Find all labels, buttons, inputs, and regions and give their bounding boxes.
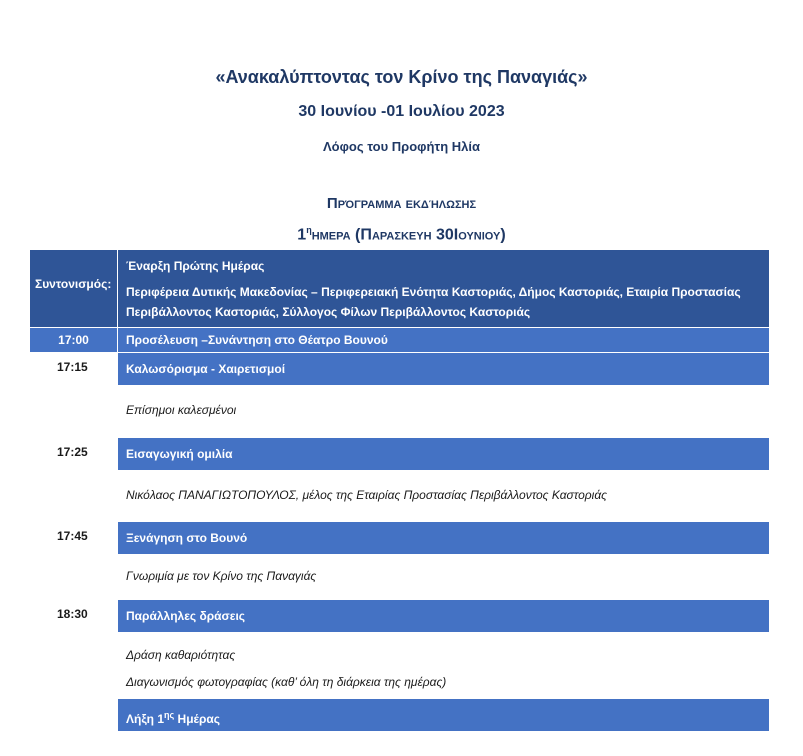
coordination-label-cell	[30, 250, 117, 327]
day-heading: $1^\eta\eta\mu\varepsilon\rho\alpha$ (Παρασκευη 30Ιουνιου)	[297, 225, 506, 244]
coordination-title: Έναρξη Πρώτης Ημέρας	[126, 259, 265, 273]
coordination-organizers: Περιφέρεια Δυτικής Μακεδονίας – Περιφερειακή Ενότητα Καστοριάς, Δήμος Καστοριάς, Εταιρία Προστασίας Περιβάλλοντος Καστοριάς, Σύλλογος Φίλων Περιβάλλοντος Καστοριάς	[126, 285, 741, 319]
schedule-note: Γνωριμία με τον Κρίνο της Παναγιάς	[126, 569, 317, 583]
coordination-label: Συντονισμός:	[35, 277, 112, 291]
schedule-time-cell: 17:00	[30, 328, 117, 352]
event-dates: 30 Ιουνίου -01 Ιουλίου 2023	[298, 103, 505, 120]
schedule-item-title: Καλωσόρισμα - Χαιρετισμοί	[118, 353, 769, 385]
program-heading: Πρόγραμμα εκδήλωσης	[326, 195, 477, 212]
event-location: Λόφος του Προφήτη Ηλία	[323, 139, 480, 154]
coordination-cell	[118, 250, 769, 327]
schedule-time: 17:45	[57, 529, 88, 543]
schedule-time: 18:30	[57, 607, 88, 621]
schedule-item-title: Παράλληλες δράσεις	[118, 600, 769, 632]
schedule-item-title: Προσέλευση –Συνάντηση στο Θέατρο Βουνού	[118, 328, 769, 352]
schedule-item-title: Ξενάγηση στο Βουνό	[118, 522, 769, 554]
closing-bar: Λήξη $1^{\eta\varsigma}$ Ημέρας	[118, 699, 769, 731]
schedule-note: Επίσημοι καλεσμένοι	[126, 403, 237, 417]
schedule-note: Διαγωνισμός φωτογραφίας (καθ’ όλη τη διάρκεια της ημέρας)	[126, 675, 447, 689]
schedule-time: 17:25	[57, 445, 88, 459]
event-title: «Ανακαλύπτοντας τον Κρίνο της Παναγιάς»	[215, 67, 588, 87]
schedule-note: Νικόλαος ΠΑΝΑΓΙΩΤΟΠΟΥΛΟΣ, μέλος της Εταιρίας Προστασίας Περιβάλλοντος Καστοριάς	[126, 488, 608, 502]
schedule-time: 17:15	[57, 360, 88, 374]
schedule-item-title: Εισαγωγική ομιλία	[118, 438, 769, 470]
schedule-note: Δράση καθαριότητας	[126, 648, 236, 662]
